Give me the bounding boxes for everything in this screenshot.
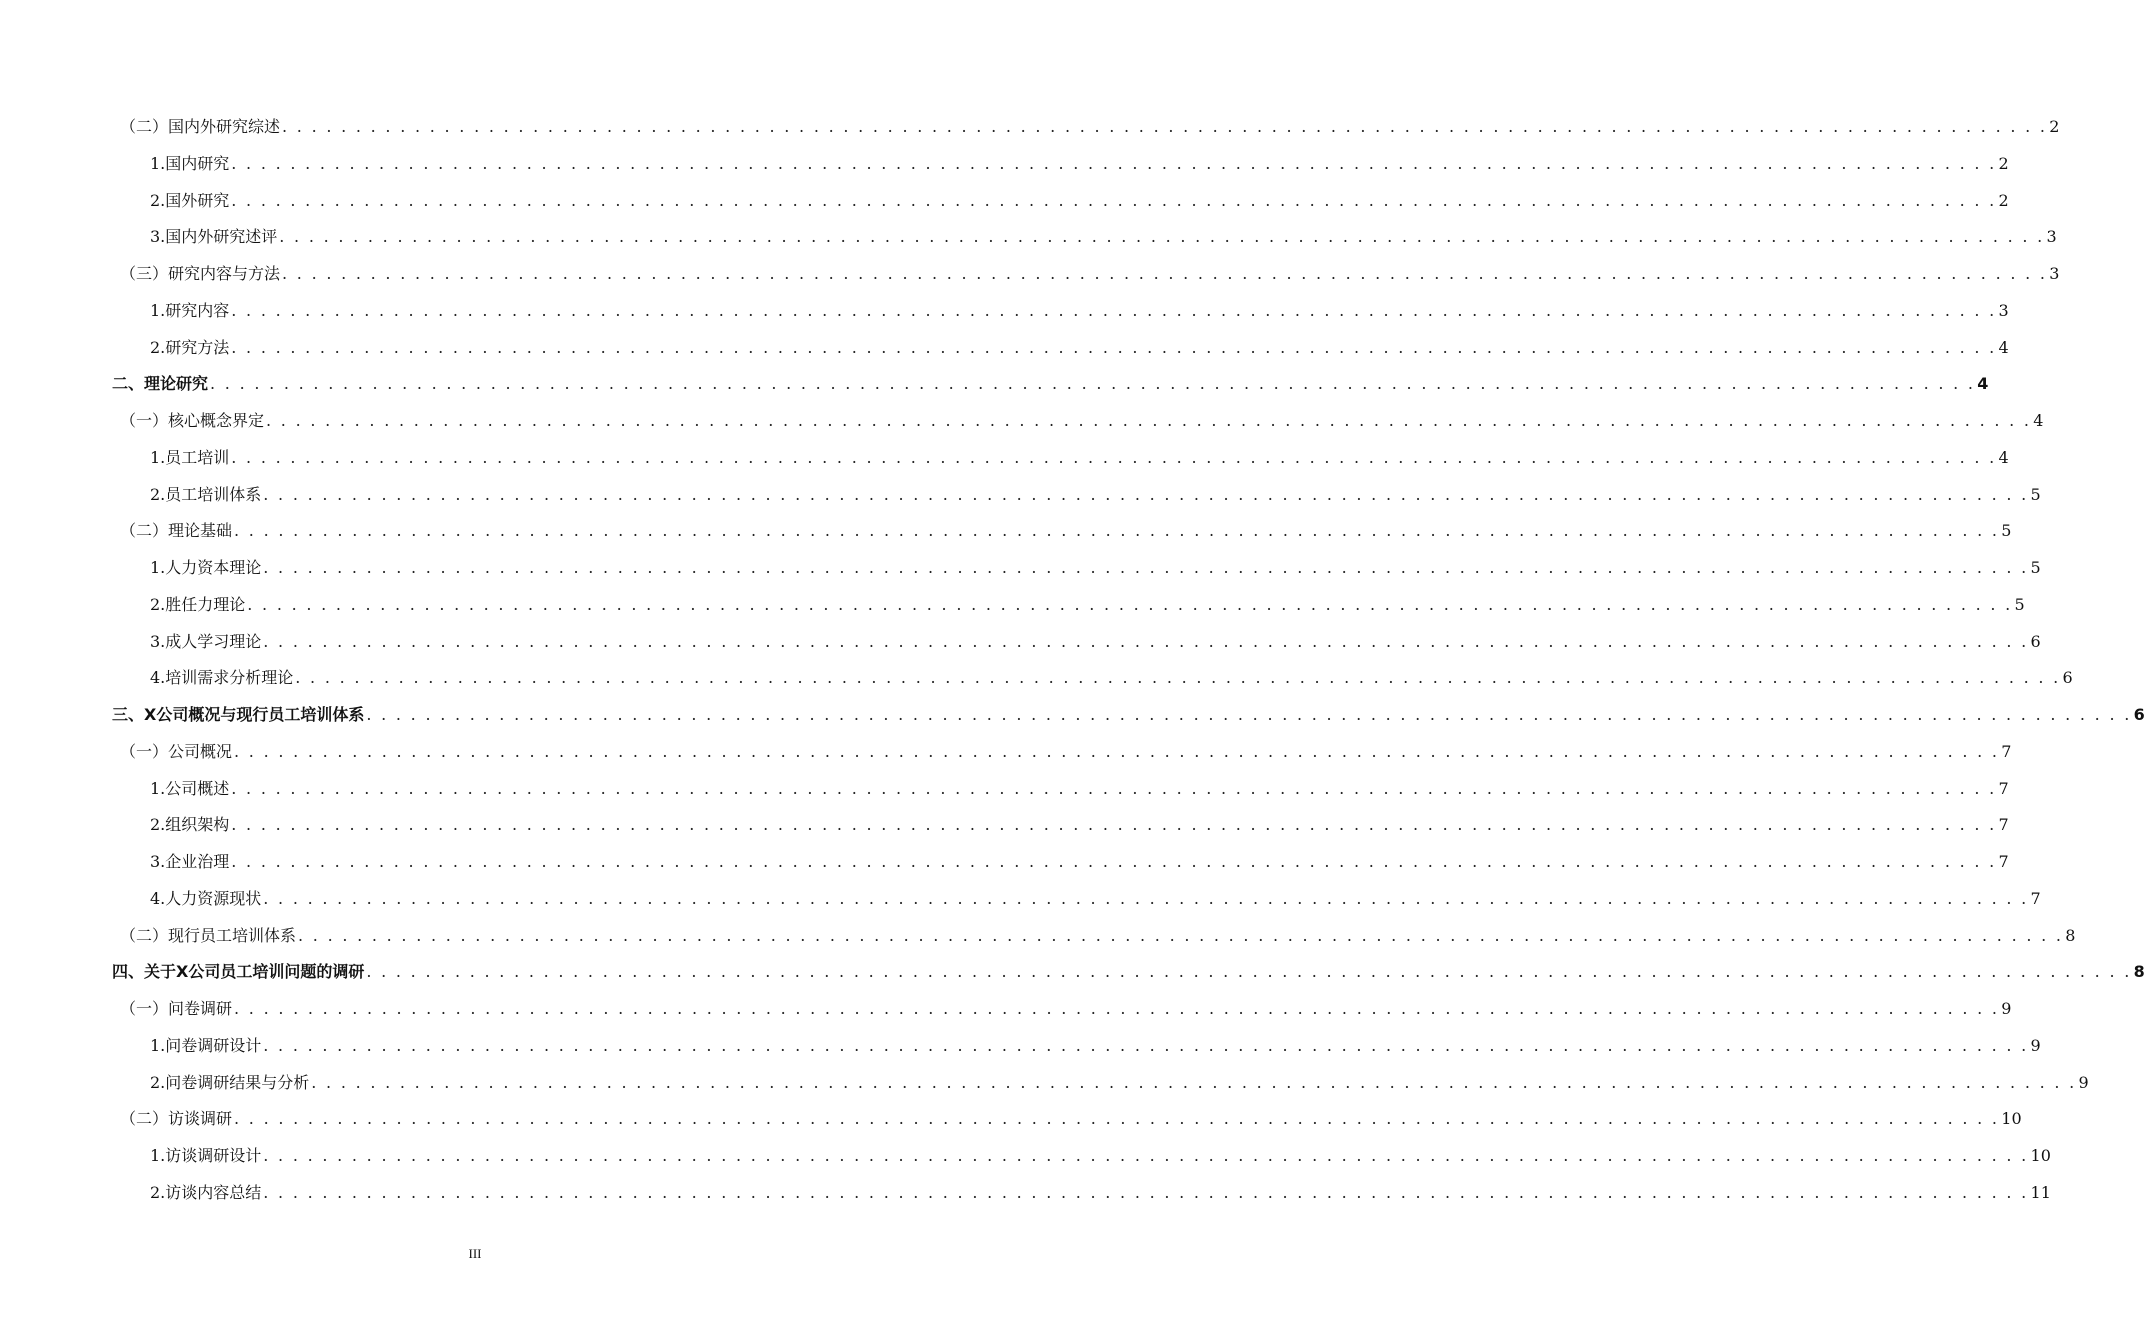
toc-entry-number: 2. xyxy=(150,484,166,504)
toc-entry[interactable] xyxy=(120,116,2060,138)
toc-entry-title: 公司概述 xyxy=(165,778,230,798)
toc-entry[interactable] xyxy=(150,1072,2089,1094)
toc-entry[interactable] xyxy=(120,741,2012,763)
toc-entry[interactable] xyxy=(150,631,2041,653)
toc-entry-number: 2. xyxy=(150,594,166,614)
toc-entry-title: 访谈内容总结 xyxy=(165,1182,262,1202)
toc-entry-number: 4. xyxy=(150,668,166,688)
toc-leader-dots: . . . . . . . . . . . . . . . . . . . . . . . . . . . . . . . . . . . . . . . . . . . . . . . . . . . . . . . . . . . . . . . . . . . . . . . . . . . . . . . . . . . . . . . . . . . . . . . . . . . . . . . . . . . . . . . . . . . . . . . . xyxy=(266,411,2032,430)
toc-entry-page: 3 xyxy=(2046,227,2057,247)
toc-entry-title: 理论研究 xyxy=(144,374,209,394)
toc-entry-page: 9 xyxy=(2030,1035,2041,1055)
toc-leader-dots: . . . . . . . . . . . . . . . . . . . . . . . . . . . . . . . . . . . . . . . . . . . . . . . . . . . . . . . . . . . . . . . . . . . . . . . . . . . . . . . . . . . . . . . . . . . . . . . . . . . . . . . . . . . . . . . . . . . . . . . . xyxy=(279,227,2045,247)
toc-leader-dots: . . . . . . . . . . . . . . . . . . . . . . . . . . . . . . . . . . . . . . . . . . . . . . . . . . . . . . . . . . . . . . . . . . . . . . . . . . . . . . . . . . . . . . . . . . . . . . . . . . . . . . . . . . . . . . . . . . . . . . . . xyxy=(366,705,2132,724)
toc-entry-page: 7 xyxy=(1998,778,2009,798)
toc-leader-dots: . . . . . . . . . . . . . . . . . . . . . . . . . . . . . . . . . . . . . . . . . . . . . . . . . . . . . . . . . . . . . . . . . . . . . . . . . . . . . . . . . . . . . . . . . . . . . . . . . . . . . . . . . . . . . . . . . . . . . . . . xyxy=(247,594,2013,614)
toc-entry[interactable] xyxy=(150,667,2073,689)
toc-entry-title: 企业治理 xyxy=(165,852,230,871)
toc-entry-page: 5 xyxy=(2030,558,2041,577)
toc-entry-page: 3 xyxy=(2049,264,2060,283)
toc-entry[interactable] xyxy=(112,704,2145,726)
toc-entry-number: （二） xyxy=(120,925,169,945)
toc-entry[interactable] xyxy=(120,520,2012,542)
toc-entry-title: 访谈调研设计 xyxy=(165,1146,262,1165)
toc-entry-number: 1. xyxy=(150,1035,166,1055)
toc-entry-page: 4 xyxy=(1977,374,1989,394)
toc-leader-dots: . . . . . . . . . . . . . . . . . . . . . . . . . . . . . . . . . . . . . . . . . . . . . . . . . . . . . . . . . . . . . . . . . . . . . . . . . . . . . . . . . . . . . . . . . . . . . . . . . . . . . . . . . . . . . . . . . . . . . . . . xyxy=(282,117,2048,136)
toc-leader-dots: . . . . . . . . . . . . . . . . . . . . . . . . . . . . . . . . . . . . . . . . . . . . . . . . . . . . . . . . . . . . . . . . . . . . . . . . . . . . . . . . . . . . . . . . . . . . . . . . . . . . . . . . . . . . . . . . . . . . . . . . xyxy=(263,1182,2029,1202)
toc-entry-title: 胜任力理论 xyxy=(165,594,246,614)
toc-entry-number: 4. xyxy=(150,888,166,908)
toc-entry[interactable] xyxy=(150,337,2009,359)
toc-entry-page: 8 xyxy=(2065,925,2076,945)
toc-leader-dots: . . . . . . . . . . . . . . . . . . . . . . . . . . . . . . . . . . . . . . . . . . . . . . . . . . . . . . . . . . . . . . . . . . . . . . . . . . . . . . . . . . . . . . . . . . . . . . . . . . . . . . . . . . . . . . . . . . . . . . . . xyxy=(231,815,1997,835)
toc-entry[interactable] xyxy=(150,594,2025,616)
toc-entry-title: 培训需求分析理论 xyxy=(165,668,294,688)
toc-entry-page: 9 xyxy=(2078,1072,2089,1092)
toc-entry-page: 7 xyxy=(2030,888,2041,908)
toc-entry-title: 访谈调研 xyxy=(168,1109,233,1129)
toc-entry-title: 组织架构 xyxy=(165,815,230,835)
toc-entry-title: 公司概况 xyxy=(168,741,233,761)
toc-entry-number: 1. xyxy=(150,558,166,577)
toc-entry-number: 1. xyxy=(150,1146,166,1165)
toc-entry-title: 国内研究 xyxy=(165,153,230,173)
toc-leader-dots: . . . . . . . . . . . . . . . . . . . . . . . . . . . . . . . . . . . . . . . . . . . . . . . . . . . . . . . . . . . . . . . . . . . . . . . . . . . . . . . . . . . . . . . . . . . . . . . . . . . . . . . . . . . . . . . . . . . . . . . . xyxy=(263,631,2029,651)
toc-entry-page: 2 xyxy=(2049,117,2060,136)
toc-entry-page: 10 xyxy=(2030,1146,2051,1165)
toc-leader-dots: . . . . . . . . . . . . . . . . . . . . . . . . . . . . . . . . . . . . . . . . . . . . . . . . . . . . . . . . . . . . . . . . . . . . . . . . . . . . . . . . . . . . . . . . . . . . . . . . . . . . . . . . . . . . . . . . . . . . . . . . xyxy=(210,374,1976,394)
toc-entry-page: 9 xyxy=(2001,999,2012,1018)
toc-entry-title: 研究内容与方法 xyxy=(168,264,281,283)
toc-entry-number: （二） xyxy=(120,117,169,136)
toc-entry[interactable] xyxy=(150,1145,2051,1167)
toc-leader-dots: . . . . . . . . . . . . . . . . . . . . . . . . . . . . . . . . . . . . . . . . . . . . . . . . . . . . . . . . . . . . . . . . . . . . . . . . . . . . . . . . . . . . . . . . . . . . . . . . . . . . . . . . . . . . . . . . . . . . . . . . xyxy=(231,778,1997,798)
toc-entry[interactable] xyxy=(150,484,2041,506)
toc-entry-page: 7 xyxy=(1998,815,2009,835)
toc-leader-dots: . . . . . . . . . . . . . . . . . . . . . . . . . . . . . . . . . . . . . . . . . . . . . . . . . . . . . . . . . . . . . . . . . . . . . . . . . . . . . . . . . . . . . . . . . . . . . . . . . . . . . . . . . . . . . . . . . . . . . . . . xyxy=(263,484,2029,504)
toc-entry-title: 员工培训体系 xyxy=(165,484,262,504)
toc-leader-dots: . . . . . . . . . . . . . . . . . . . . . . . . . . . . . . . . . . . . . . . . . . . . . . . . . . . . . . . . . . . . . . . . . . . . . . . . . . . . . . . . . . . . . . . . . . . . . . . . . . . . . . . . . . . . . . . . . . . . . . . . xyxy=(231,153,1997,173)
toc-entry[interactable] xyxy=(150,153,2009,175)
toc-entry-number: 四、 xyxy=(112,962,145,982)
toc-entry-title: 国内外研究述评 xyxy=(165,227,278,247)
toc-entry-title: 研究内容 xyxy=(165,300,230,320)
toc-entry-title: 问卷调研 xyxy=(168,999,233,1018)
toc-entry-page: 5 xyxy=(2001,521,2012,541)
toc-leader-dots: . . . . . . . . . . . . . . . . . . . . . . . . . . . . . . . . . . . . . . . . . . . . . . . . . . . . . . . . . . . . . . . . . . . . . . . . . . . . . . . . . . . . . . . . . . . . . . . . . . . . . . . . . . . . . . . . . . . . . . . . xyxy=(282,264,2048,283)
toc-leader-dots: . . . . . . . . . . . . . . . . . . . . . . . . . . . . . . . . . . . . . . . . . . . . . . . . . . . . . . . . . . . . . . . . . . . . . . . . . . . . . . . . . . . . . . . . . . . . . . . . . . . . . . . . . . . . . . . . . . . . . . . . xyxy=(366,962,2132,982)
toc-entry-number: 3. xyxy=(150,852,166,871)
toc-leader-dots: . . . . . . . . . . . . . . . . . . . . . . . . . . . . . . . . . . . . . . . . . . . . . . . . . . . . . . . . . . . . . . . . . . . . . . . . . . . . . . . . . . . . . . . . . . . . . . . . . . . . . . . . . . . . . . . . . . . . . . . . xyxy=(298,925,2064,945)
toc-entry-title: 问卷调研设计 xyxy=(165,1035,262,1055)
toc-leader-dots: . . . . . . . . . . . . . . . . . . . . . . . . . . . . . . . . . . . . . . . . . . . . . . . . . . . . . . . . . . . . . . . . . . . . . . . . . . . . . . . . . . . . . . . . . . . . . . . . . . . . . . . . . . . . . . . . . . . . . . . . xyxy=(234,521,2000,541)
toc-entry[interactable] xyxy=(112,961,2145,983)
toc-leader-dots: . . . . . . . . . . . . . . . . . . . . . . . . . . . . . . . . . . . . . . . . . . . . . . . . . . . . . . . . . . . . . . . . . . . . . . . . . . . . . . . . . . . . . . . . . . . . . . . . . . . . . . . . . . . . . . . . . . . . . . . . xyxy=(263,558,2029,577)
toc-entry[interactable] xyxy=(150,447,2009,469)
toc-entry-title: 关于X公司员工培训问题的调研 xyxy=(144,962,365,982)
toc-leader-dots: . . . . . . . . . . . . . . . . . . . . . . . . . . . . . . . . . . . . . . . . . . . . . . . . . . . . . . . . . . . . . . . . . . . . . . . . . . . . . . . . . . . . . . . . . . . . . . . . . . . . . . . . . . . . . . . . . . . . . . . . xyxy=(234,741,2000,761)
toc-entry-number: （二） xyxy=(120,521,169,541)
toc-entry-page: 5 xyxy=(2030,484,2041,504)
toc-entry-number: 2. xyxy=(150,815,166,835)
toc-entry-page: 7 xyxy=(1998,852,2009,871)
toc-entry-page: 8 xyxy=(2133,962,2145,982)
toc-entry[interactable] xyxy=(150,300,2009,322)
toc-entry-title: 问卷调研结果与分析 xyxy=(165,1072,310,1092)
toc-leader-dots: . . . . . . . . . . . . . . . . . . . . . . . . . . . . . . . . . . . . . . . . . . . . . . . . . . . . . . . . . . . . . . . . . . . . . . . . . . . . . . . . . . . . . . . . . . . . . . . . . . . . . . . . . . . . . . . . . . . . . . . . xyxy=(263,1146,2029,1165)
toc-entry[interactable] xyxy=(150,1035,2041,1057)
toc-entry-number: 2. xyxy=(150,1182,166,1202)
toc-entry-number: （一） xyxy=(120,741,169,761)
toc-entry-number: 2. xyxy=(150,190,166,210)
toc-entry[interactable] xyxy=(112,373,1989,395)
toc-entry-title: 理论基础 xyxy=(168,521,233,541)
toc-entry-number: 3. xyxy=(150,227,166,247)
toc-entry-number: 1. xyxy=(150,153,166,173)
toc-entry-page: 6 xyxy=(2030,631,2041,651)
toc-entry-number: （三） xyxy=(120,264,169,283)
toc-leader-dots: . . . . . . . . . . . . . . . . . . . . . . . . . . . . . . . . . . . . . . . . . . . . . . . . . . . . . . . . . . . . . . . . . . . . . . . . . . . . . . . . . . . . . . . . . . . . . . . . . . . . . . . . . . . . . . . . . . . . . . . . xyxy=(231,337,1997,357)
toc-entry-title: 研究方法 xyxy=(165,337,230,357)
toc-entry-number: 1. xyxy=(150,778,166,798)
toc-entry[interactable] xyxy=(120,925,2076,947)
toc-entry[interactable] xyxy=(120,998,2012,1020)
toc-entry-page: 4 xyxy=(1998,337,2009,357)
toc-entry-page: 11 xyxy=(2030,1182,2051,1202)
toc-entry-number: （二） xyxy=(120,1109,169,1129)
toc-entry-title: 成人学习理论 xyxy=(165,631,262,651)
toc-entry-number: 二、 xyxy=(112,374,145,394)
toc-entry-number: 1. xyxy=(150,300,166,320)
toc-entry-title: 现行员工培训体系 xyxy=(168,925,297,945)
toc-entry-number: （一） xyxy=(120,999,169,1018)
toc-entry-title: 核心概念界定 xyxy=(168,411,265,430)
toc-entry-title: 人力资源现状 xyxy=(165,888,262,908)
toc-entry[interactable] xyxy=(150,190,2009,212)
toc-leader-dots: . . . . . . . . . . . . . . . . . . . . . . . . . . . . . . . . . . . . . . . . . . . . . . . . . . . . . . . . . . . . . . . . . . . . . . . . . . . . . . . . . . . . . . . . . . . . . . . . . . . . . . . . . . . . . . . . . . . . . . . . xyxy=(231,447,1997,467)
toc-entry[interactable] xyxy=(150,851,2009,873)
toc-entry[interactable] xyxy=(150,226,2057,248)
toc-entry[interactable] xyxy=(150,1182,2051,1204)
toc-entry-title: X公司概况与现行员工培训体系 xyxy=(144,705,365,724)
toc-entry-number: 1. xyxy=(150,447,166,467)
toc-entry-number: 2. xyxy=(150,1072,166,1092)
toc-leader-dots: . . . . . . . . . . . . . . . . . . . . . . . . . . . . . . . . . . . . . . . . . . . . . . . . . . . . . . . . . . . . . . . . . . . . . . . . . . . . . . . . . . . . . . . . . . . . . . . . . . . . . . . . . . . . . . . . . . . . . . . . xyxy=(295,668,2061,688)
toc-entry[interactable] xyxy=(150,814,2009,836)
toc-entry-page: 4 xyxy=(2033,411,2044,430)
toc-entry[interactable] xyxy=(120,1108,2022,1130)
toc-entry-page: 7 xyxy=(2001,741,2012,761)
toc-entry-number: 三、 xyxy=(112,705,145,724)
toc-entry-title: 国外研究 xyxy=(165,190,230,210)
toc-entry-number: （一） xyxy=(120,411,169,430)
toc-entry-page: 2 xyxy=(1998,153,2009,173)
toc-leader-dots: . . . . . . . . . . . . . . . . . . . . . . . . . . . . . . . . . . . . . . . . . . . . . . . . . . . . . . . . . . . . . . . . . . . . . . . . . . . . . . . . . . . . . . . . . . . . . . . . . . . . . . . . . . . . . . . . . . . . . . . . xyxy=(311,1072,2077,1092)
toc-entry-title: 人力资本理论 xyxy=(165,558,262,577)
toc-entry-page: 3 xyxy=(1998,300,2009,320)
toc-entry-page: 2 xyxy=(1998,190,2009,210)
toc-entry-page: 10 xyxy=(2001,1109,2022,1129)
toc-leader-dots: . . . . . . . . . . . . . . . . . . . . . . . . . . . . . . . . . . . . . . . . . . . . . . . . . . . . . . . . . . . . . . . . . . . . . . . . . . . . . . . . . . . . . . . . . . . . . . . . . . . . . . . . . . . . . . . . . . . . . . . . xyxy=(231,852,1997,871)
toc-entry-title: 员工培训 xyxy=(165,447,230,467)
toc-leader-dots: . . . . . . . . . . . . . . . . . . . . . . . . . . . . . . . . . . . . . . . . . . . . . . . . . . . . . . . . . . . . . . . . . . . . . . . . . . . . . . . . . . . . . . . . . . . . . . . . . . . . . . . . . . . . . . . . . . . . . . . . xyxy=(231,190,1997,210)
toc-entry[interactable] xyxy=(120,410,2044,432)
toc-leader-dots: . . . . . . . . . . . . . . . . . . . . . . . . . . . . . . . . . . . . . . . . . . . . . . . . . . . . . . . . . . . . . . . . . . . . . . . . . . . . . . . . . . . . . . . . . . . . . . . . . . . . . . . . . . . . . . . . . . . . . . . . xyxy=(231,300,1997,320)
toc-entry-number: 2. xyxy=(150,337,166,357)
toc-entry-title: 国内外研究综述 xyxy=(168,117,281,136)
toc-leader-dots: . . . . . . . . . . . . . . . . . . . . . . . . . . . . . . . . . . . . . . . . . . . . . . . . . . . . . . . . . . . . . . . . . . . . . . . . . . . . . . . . . . . . . . . . . . . . . . . . . . . . . . . . . . . . . . . . . . . . . . . . xyxy=(263,888,2029,908)
toc-entry[interactable] xyxy=(150,778,2009,800)
toc-entry[interactable] xyxy=(150,888,2041,910)
toc-entry-page: 6 xyxy=(2062,668,2073,688)
toc-entry-number: 3. xyxy=(150,631,166,651)
toc-leader-dots: . . . . . . . . . . . . . . . . . . . . . . . . . . . . . . . . . . . . . . . . . . . . . . . . . . . . . . . . . . . . . . . . . . . . . . . . . . . . . . . . . . . . . . . . . . . . . . . . . . . . . . . . . . . . . . . . . . . . . . . . xyxy=(234,999,2000,1018)
toc-leader-dots: . . . . . . . . . . . . . . . . . . . . . . . . . . . . . . . . . . . . . . . . . . . . . . . . . . . . . . . . . . . . . . . . . . . . . . . . . . . . . . . . . . . . . . . . . . . . . . . . . . . . . . . . . . . . . . . . . . . . . . . . xyxy=(234,1109,2000,1129)
toc-entry-page: 4 xyxy=(1998,447,2009,467)
toc-entry-page: 5 xyxy=(2014,594,2025,614)
toc-entry[interactable] xyxy=(120,263,2060,285)
toc-leader-dots: . . . . . . . . . . . . . . . . . . . . . . . . . . . . . . . . . . . . . . . . . . . . . . . . . . . . . . . . . . . . . . . . . . . . . . . . . . . . . . . . . . . . . . . . . . . . . . . . . . . . . . . . . . . . . . . . . . . . . . . . xyxy=(263,1035,2029,1055)
toc-entry-page: 6 xyxy=(2133,705,2145,724)
page-number: III xyxy=(468,1246,482,1261)
toc-entry[interactable] xyxy=(150,557,2041,579)
